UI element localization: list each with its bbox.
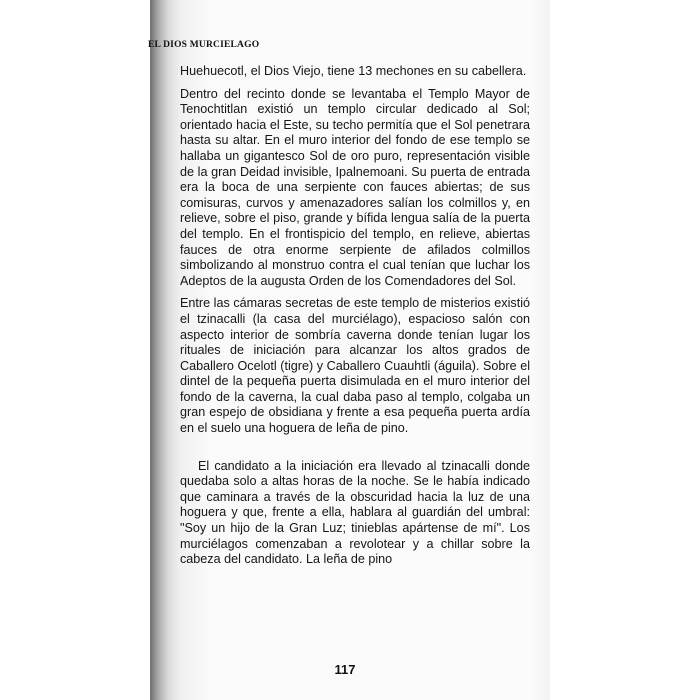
paragraph-2: Dentro del recinto donde se levantaba el Templo Mayor de Tenochtitlan existió un templo circular dedicado al Sol; orientado hacia el Este, su techo permitía que el Sol penetrara hasta su altar. En el muro interior del fondo de ese templo se hallaba un gigantesco Sol de oro puro, representación visible de la gran Deidad invisible, Ipalnemoani. Su puerta de entrada era la boca de una serpiente con fauces abiertas; de sus comisuras, curvos y amenazadores salían los colmillos y, en relieve, sobre el piso, grande y bífida lengua salía de la puerta del templo. En el frontispicio del templo, en relieve, abiertas fauces de otra enorme serpiente de afilados colmillos simbolizando al monstruo contra el cual tenían que luchar los Adeptos de la augusta Orden de los Comendadores del Sol. — [180, 86, 530, 288]
paragraph-3: Entre las cámaras secretas de este templo de misterios existió el tzinacalli (la casa del murciélago), espacioso salón con aspecto interior de sombría caverna donde tenían lugar los rituales de iniciación para alcanzar los altos grados de Caballero Ocelotl (tigre) y Caballero Cuauhtli (águila). Sobre el dintel de la pequeña puerta disimulada en el muro interior del fondo de la caverna, la cual daba paso al templo, colgaba un gran espejo de obsidiana y frente a esa pequeña puerta ardía en el suelo una hoguera de leña de pino. — [180, 296, 530, 436]
paragraph-4: El candidato a la iniciación era llevado al tzinacalli donde quedaba solo a altas horas de la noche. Se le había indicado que caminara a través de la obscuridad hacia la luz de una hoguera y que, frente a ella, hablara al guardián del umbral: "Soy un hijo de la Gran Luz; tinieblas apártense de mí". Los murciélagos comenzaban a revolotear y a chillar sobre la cabeza del candidato. La leña de pino — [180, 458, 530, 567]
paragraph-1: Huehuecotl, el Dios Viejo, tiene 13 mechones en su cabellera. — [180, 64, 527, 78]
page-number: 117 — [334, 662, 356, 677]
running-header: EL DIOS MURCIELAGO — [148, 40, 260, 50]
page-body — [180, 64, 530, 568]
